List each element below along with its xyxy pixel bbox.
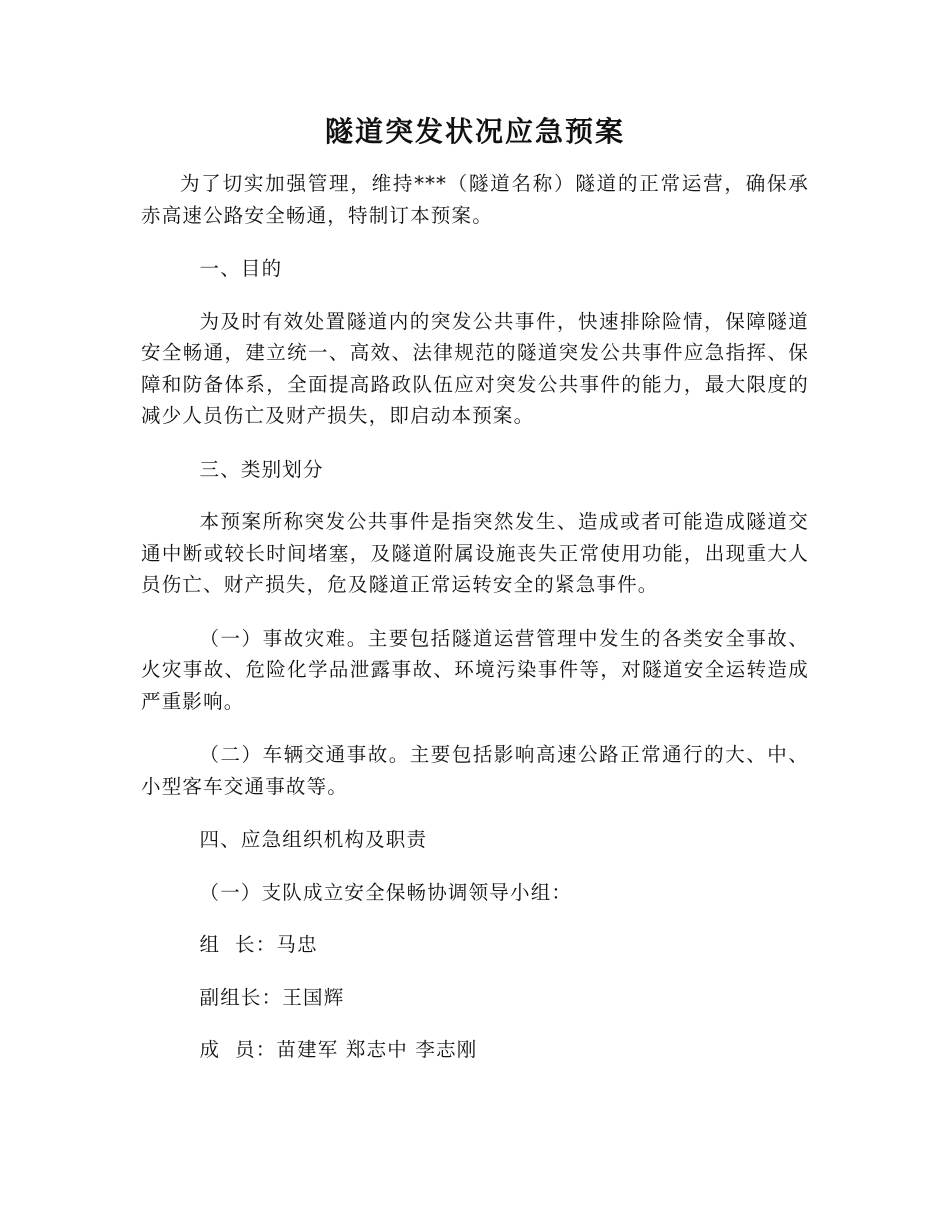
intro-paragraph: 为了切实加强管理，维持***（隧道名称）隧道的正常运营，确保承赤高速公路安全畅通，特制订本预案。 bbox=[141, 172, 809, 227]
org-subheading: （一）支队成立安全保畅协调领导小组： bbox=[199, 880, 573, 904]
org-heading: 四、应急组织机构及职责 bbox=[199, 828, 428, 851]
purpose-paragraph: 为及时有效处置隧道内的突发公共事件，快速排除险情，保障隧道安全畅通，建立统一、高效、法律规范的隧道突发公共事件应急指挥、保障和防备体系，全面提高路政队伍应对突发公共事件的能力，最大限度的减少人员伤亡及财产损失，即启动本预案。 bbox=[141, 309, 809, 427]
group-leader: 组 长：马忠 bbox=[199, 933, 318, 956]
document-title: 隧道突发状况应急预案 bbox=[324, 115, 625, 148]
group-members: 成 员：苗建军 郑志中 李志刚 bbox=[199, 1038, 478, 1061]
deputy-leader: 副组长：王国辉 bbox=[199, 985, 345, 1009]
category-item-accident: （一）事故灾难。主要包括隧道运营管理中发生的各类安全事故、火灾事故、危险化学品泄露事故、环境污染事件等，对隧道安全运转造成严重影响。 bbox=[141, 626, 809, 713]
category-heading: 三、类别划分 bbox=[199, 457, 324, 481]
document-body bbox=[141, 168, 809, 1087]
category-paragraph: 本预案所称突发公共事件是指突然发生、造成或者可能造成隧道交通中断或较长时间堵塞，及隧道附属设施丧失正常使用功能，出现重大人员伤亡、财产损失，危及隧道正常运转安全的紧急事件。 bbox=[141, 510, 809, 596]
category-item-traffic: （二）车辆交通事故。主要包括影响高速公路正常通行的大、中、小型客车交通事故等。 bbox=[141, 743, 809, 798]
purpose-heading: 一、目的 bbox=[199, 257, 283, 280]
